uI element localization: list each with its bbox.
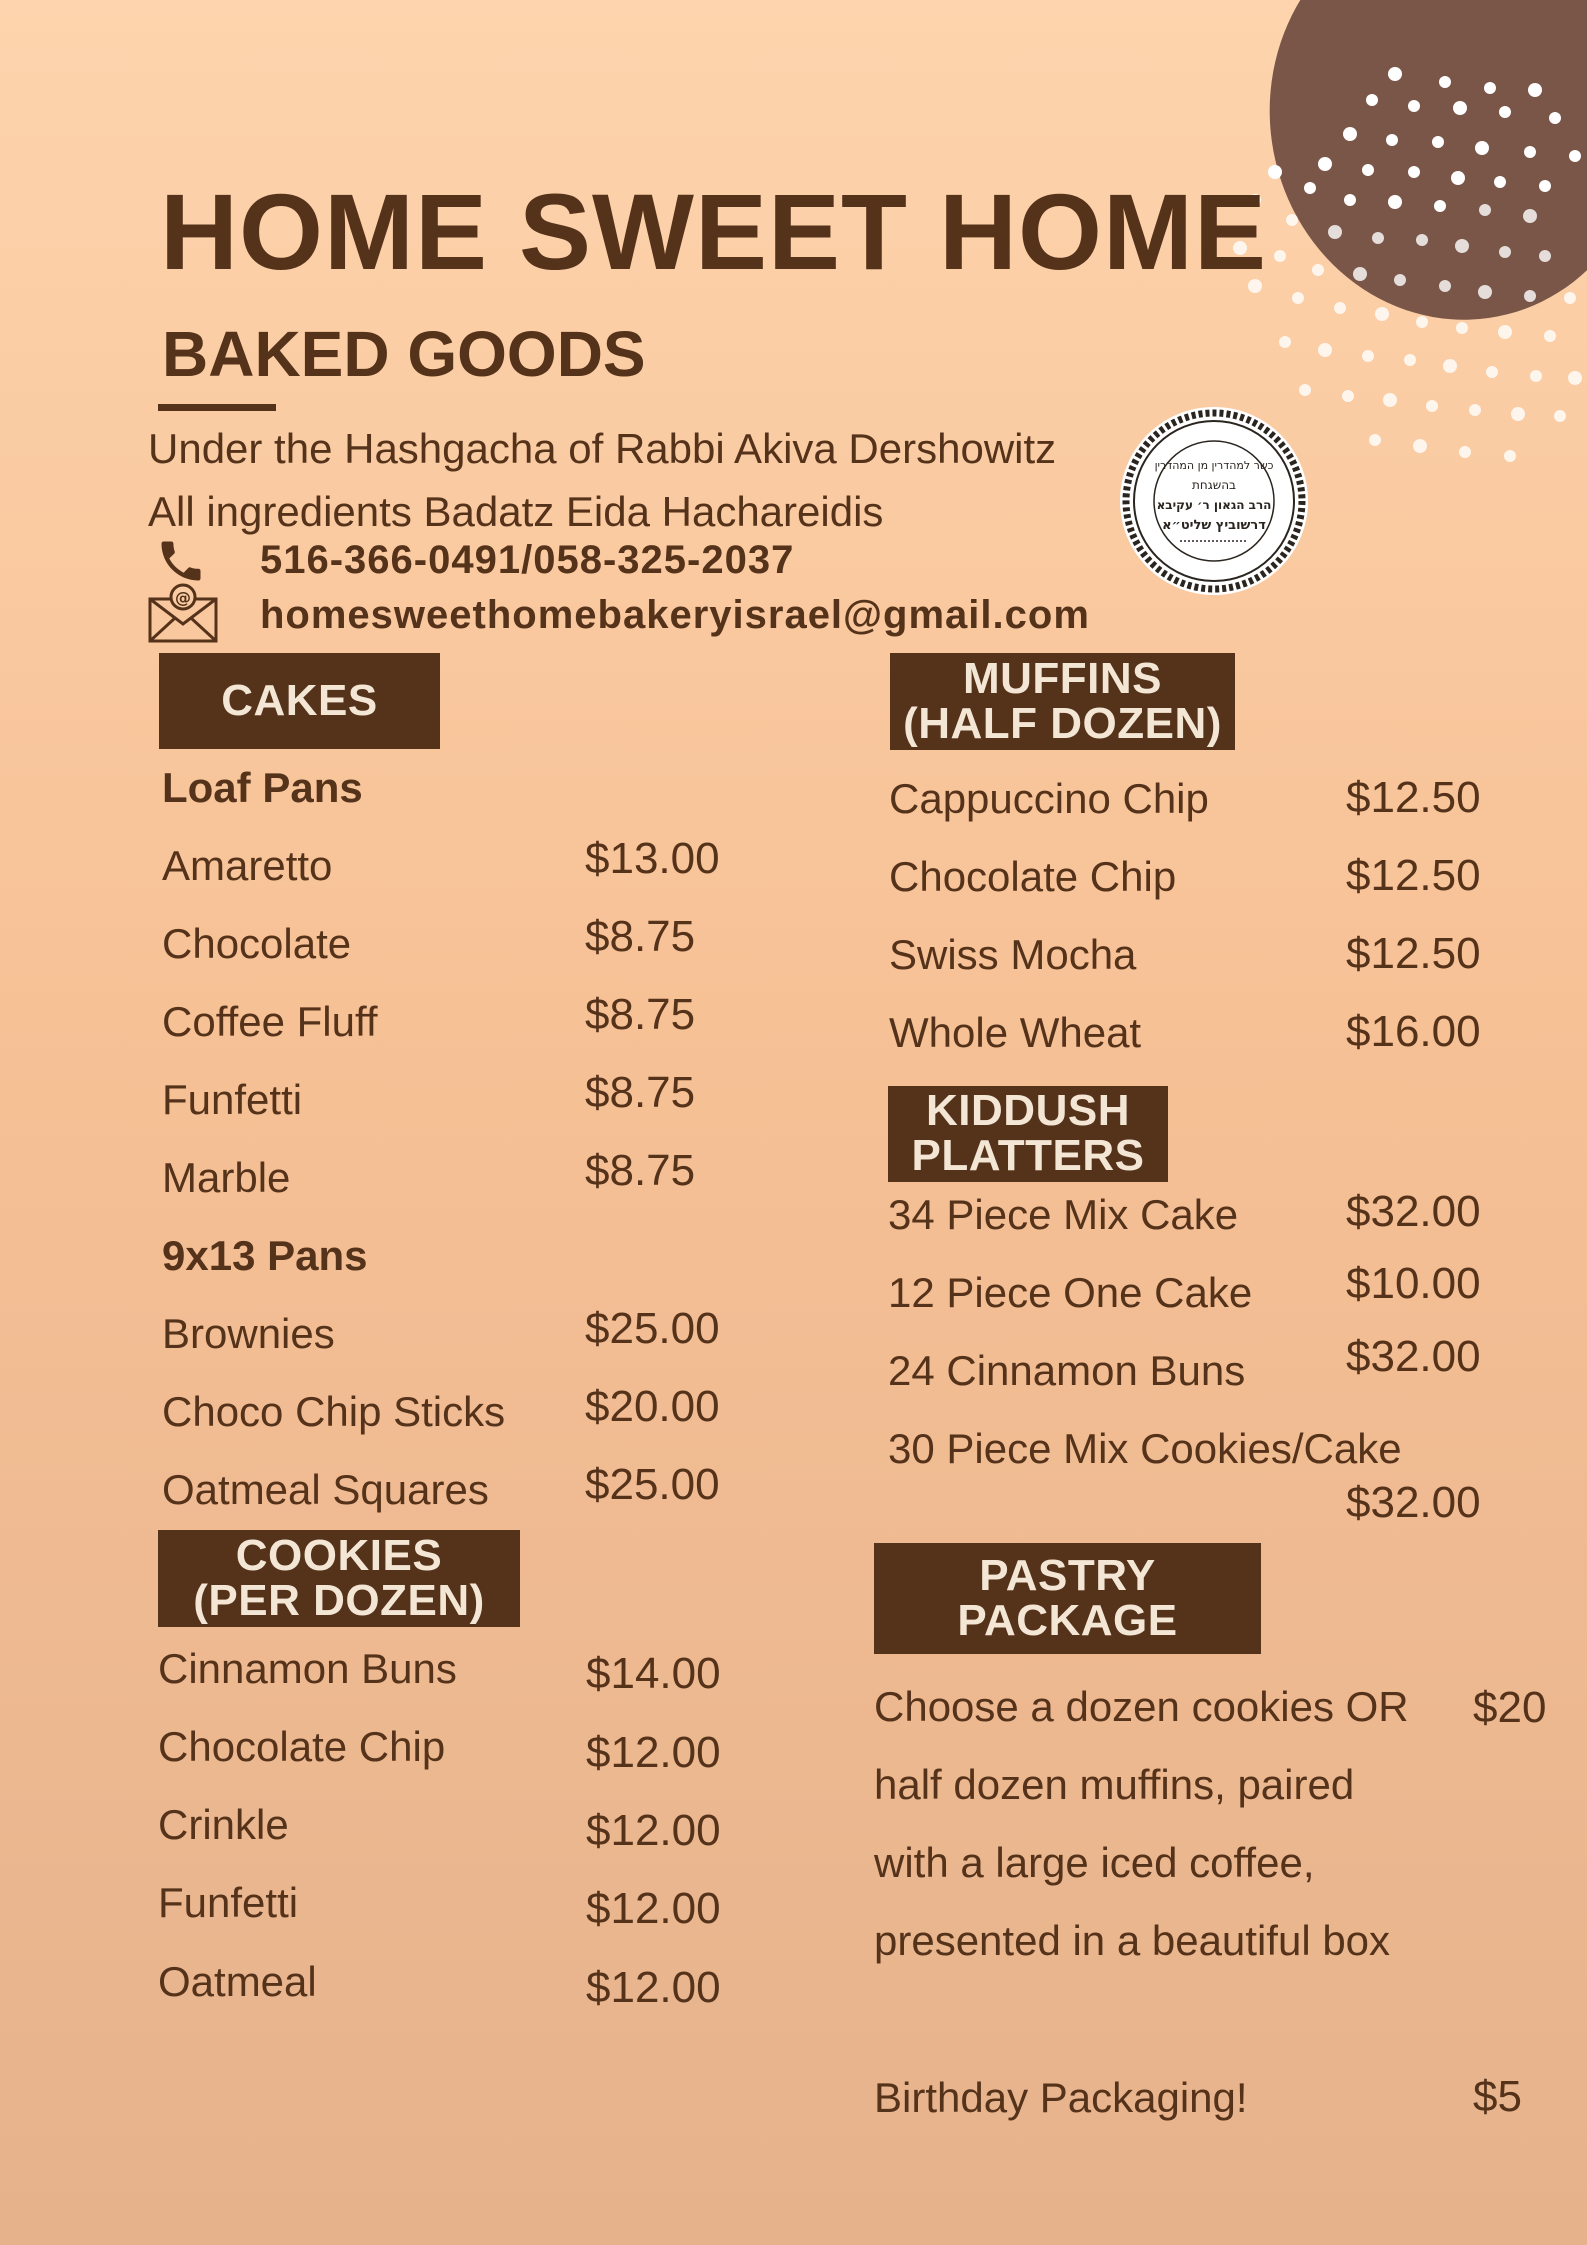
phone-number[interactable]: 516-366-0491/058-325-2037 <box>260 538 795 582</box>
menu-item-name: Choco Chip Sticks <box>162 1388 506 1435</box>
subtitle-underline <box>158 404 276 411</box>
menu-item-name: 12 Piece One Cake <box>888 1269 1253 1316</box>
kosher-stamp <box>1118 405 1310 597</box>
pastry-price: $20 <box>1473 1683 1547 1732</box>
page-title: HOME SWEET HOME <box>160 171 1268 292</box>
stamp-text-4: דרשוביץ שליט״א <box>1162 518 1266 533</box>
menu-item-price: $32.00 <box>1346 1478 1481 1527</box>
menu-item-name: Amaretto <box>162 842 333 889</box>
pastry-heading-line2: PACKAGE <box>957 1595 1178 1645</box>
kiddush-heading <box>888 1086 1168 1182</box>
supervision-text: Under the Hashgacha of Rabbi Akiva Dershowitz <box>148 425 1057 472</box>
loaf-pans-heading: Loaf Pans <box>162 764 363 811</box>
menu-item-price: $8.75 <box>585 912 696 961</box>
menu-item-name: Chocolate Chip <box>158 1723 446 1770</box>
menu-item-name: Swiss Mocha <box>889 931 1137 978</box>
stamp-text-3: הרב הגאון ר׳ עקיבא <box>1156 498 1272 512</box>
cakes-heading <box>159 653 440 749</box>
menu-item-price: $8.75 <box>585 1146 696 1195</box>
menu-item-price: $25.00 <box>585 1460 720 1509</box>
cakes-heading-text: CAKES <box>221 675 378 725</box>
menu-item-price: $12.00 <box>586 1806 721 1855</box>
ingredients-text: All ingredients Badatz Eida Hachareidis <box>148 488 884 535</box>
menu-item-name: Cinnamon Buns <box>158 1645 457 1692</box>
svg-text:@: @ <box>175 588 191 607</box>
muffins-heading-line1: MUFFINS <box>962 653 1163 703</box>
menu-item-price: $10.00 <box>1346 1259 1481 1308</box>
menu-item-price: $32.00 <box>1346 1332 1481 1381</box>
menu-item-name: Whole Wheat <box>889 1009 1142 1056</box>
stamp-text-2: בהשגחת <box>1192 478 1236 492</box>
menu-item-price: $20.00 <box>585 1382 720 1431</box>
menu-item-name: Brownies <box>162 1310 335 1357</box>
pans-9x13-heading: 9x13 Pans <box>162 1232 368 1279</box>
menu-item-price: $12.00 <box>586 1728 721 1777</box>
pastry-description-line: with a large iced coffee, <box>874 1839 1315 1886</box>
muffins-heading-line2: (HALF DOZEN) <box>903 698 1222 748</box>
menu-item-name: Marble <box>162 1154 291 1201</box>
kiddush-heading-line1: KIDDUSH <box>926 1086 1130 1136</box>
menu-item-name: Chocolate <box>162 920 352 967</box>
cookies-heading <box>158 1530 520 1627</box>
menu-item-price: $12.50 <box>1346 851 1481 900</box>
pastry-description-line: half dozen muffins, paired <box>874 1761 1355 1808</box>
menu-item-name: Crinkle <box>158 1801 289 1848</box>
phone-icon <box>155 535 207 587</box>
muffins-heading <box>890 653 1235 750</box>
menu-item-name: Oatmeal Squares <box>162 1466 489 1513</box>
menu-item-price: $13.00 <box>585 834 720 883</box>
menu-item-name: Oatmeal <box>158 1958 317 2005</box>
pastry-heading <box>874 1543 1261 1654</box>
menu-item-price: $32.00 <box>1346 1187 1481 1236</box>
menu-item-price: $25.00 <box>585 1304 720 1353</box>
page-subtitle: BAKED GOODS <box>162 318 646 390</box>
menu-item-name: Cappuccino Chip <box>889 775 1209 822</box>
menu-item-name: 34 Piece Mix Cake <box>888 1191 1239 1238</box>
menu-item-price: $12.50 <box>1346 773 1481 822</box>
menu-item-price: $8.75 <box>585 1068 696 1117</box>
menu-item-name: Funfetti <box>158 1879 299 1926</box>
cookies-heading-line2: (PER DOZEN) <box>193 1575 485 1625</box>
stamp-text-1: כשר למהדרין מן המהדרין <box>1154 459 1274 472</box>
menu-item-price: $12.00 <box>586 1884 721 1933</box>
birthday-label: Birthday Packaging! <box>874 2074 1248 2121</box>
pastry-description-line: Choose a dozen cookies OR <box>874 1683 1409 1730</box>
menu-item-price: $16.00 <box>1346 1007 1481 1056</box>
menu-item-price: $12.00 <box>586 1963 721 2012</box>
menu-item-name: Chocolate Chip <box>889 853 1177 900</box>
menu-item-price: $14.00 <box>586 1649 721 1698</box>
envelope-icon <box>147 582 219 644</box>
cookies-heading-line1: COOKIES <box>235 1530 443 1580</box>
menu-item-name: 24 Cinnamon Buns <box>888 1347 1246 1394</box>
menu-item-name: Funfetti <box>162 1076 303 1123</box>
email-address[interactable]: homesweethomebakeryisrael@gmail.com <box>260 593 1090 637</box>
menu-item-name: Coffee Fluff <box>162 998 378 1045</box>
birthday-price: $5 <box>1473 2072 1522 2121</box>
menu-item-price: $8.75 <box>585 990 696 1039</box>
pastry-heading-line1: PASTRY <box>979 1550 1156 1600</box>
kiddush-heading-line2: PLATTERS <box>911 1131 1145 1180</box>
menu-item-name: 30 Piece Mix Cookies/Cake <box>888 1425 1402 1472</box>
pastry-description-line: presented in a beautiful box <box>874 1917 1391 1964</box>
menu-item-price: $12.50 <box>1346 929 1481 978</box>
